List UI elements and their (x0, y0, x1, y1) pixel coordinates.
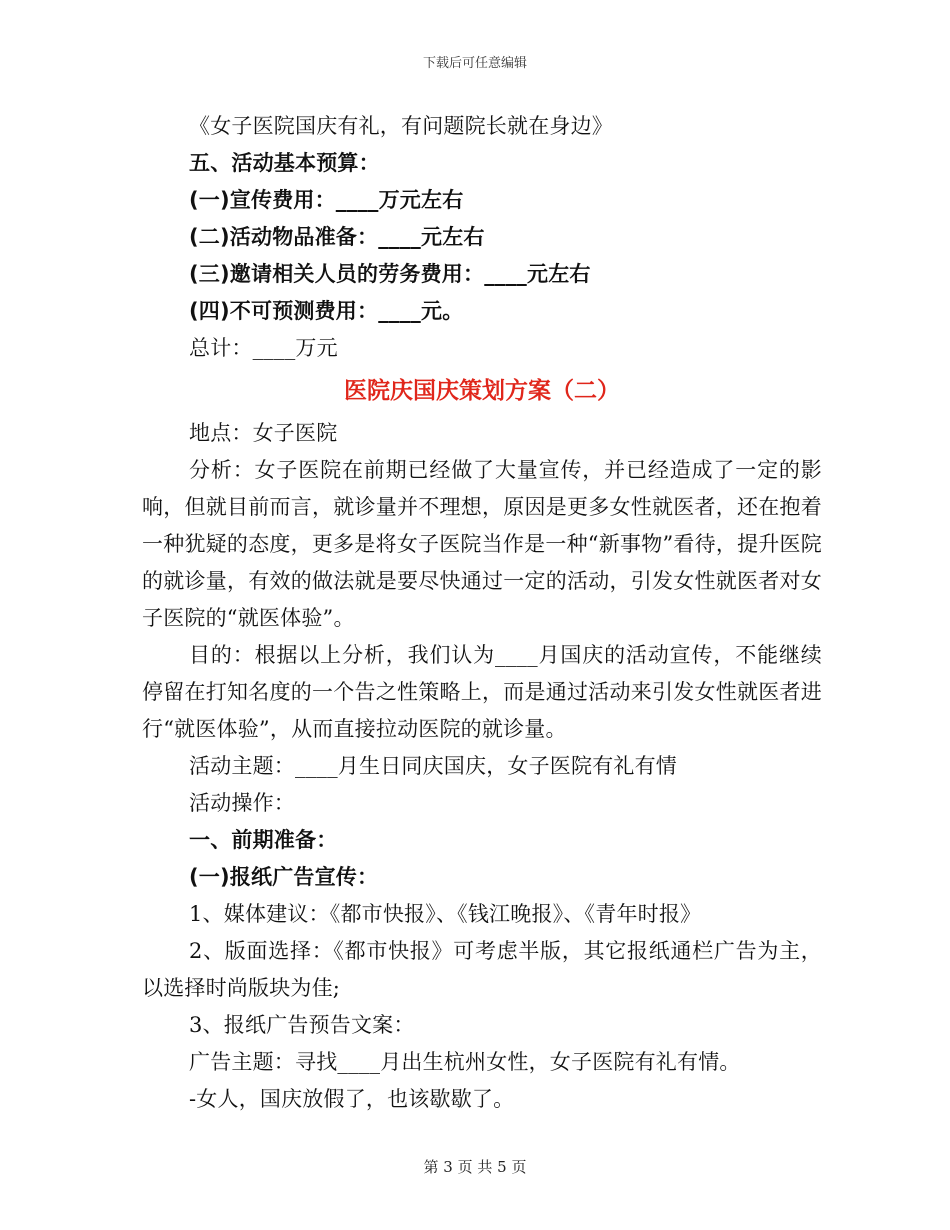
section-title: 医院庆国庆策划方案（二） (344, 378, 620, 404)
media-suggestion: 1、媒体建议：《都市快报》、《钱江晚报》、《青年时报》 (189, 902, 702, 926)
budget-item-3: (三)邀请相关人员的劳务费用：____元左右 (189, 262, 591, 286)
ad-copy-heading: 3、报纸广告预告文案： (189, 1013, 415, 1037)
theme-line: 活动主题：____月生日同庆国庆，女子医院有礼有情 (189, 754, 677, 778)
budget-total: 总计：____万元 (189, 336, 338, 360)
layout-choice: 2、版面选择：《都市快报》可考虑半版，其它报纸通栏广告为主，以选择时尚版块为佳; (142, 939, 822, 1000)
document-body (142, 108, 822, 1118)
ad-theme: 广告主题：寻找____月出生杭州女性，女子医院有礼有情。 (189, 1050, 741, 1074)
section-heading-prep: 一、前期准备： (189, 828, 338, 852)
purpose-paragraph: 目的：根据以上分析，我们认为____月国庆的活动宣传，不能继续停留在打知名度的一个告之性策略上，而是通过活动来引发女性就医者进行“就医体验”，从而直接拉动医院的就诊量。 (142, 643, 822, 741)
budget-item-1: (一)宣传费用：____万元左右 (189, 188, 464, 212)
analysis-paragraph: 分析：女子医院在前期已经做了大量宣传，并已经造成了一定的影响，但就目前而言，就诊量并不理想，原因是更多女性就医者，还在抱着一种犹疑的态度，更多是将女子医院当作是一种“新事物”看待，提升医院的就诊量，有效的做法就是要尽快通过一定的活动，引发女性就医者对女子医院的“就医体验”。 (142, 458, 822, 630)
page-footer: 第 3 页 共 5 页 (423, 1158, 527, 1176)
operation-line: 活动操作： (189, 791, 295, 815)
budget-item-2: (二)活动物品准备：____元左右 (189, 225, 485, 249)
page-header: 下载后可任意编辑 (422, 56, 527, 71)
ad-line: -女人，国庆放假了，也该歇歇了。 (189, 1087, 515, 1111)
location-line: 地点：女子医院 (189, 421, 338, 445)
subheading-newspaper: (一)报纸广告宣传： (189, 865, 379, 889)
slogan-line: 《女子医院国庆有礼，有问题院长就在身边》 (189, 114, 613, 138)
budget-item-4: (四)不可预测费用：____元。 (189, 299, 464, 323)
section-heading-budget: 五、活动基本预算： (189, 151, 380, 175)
